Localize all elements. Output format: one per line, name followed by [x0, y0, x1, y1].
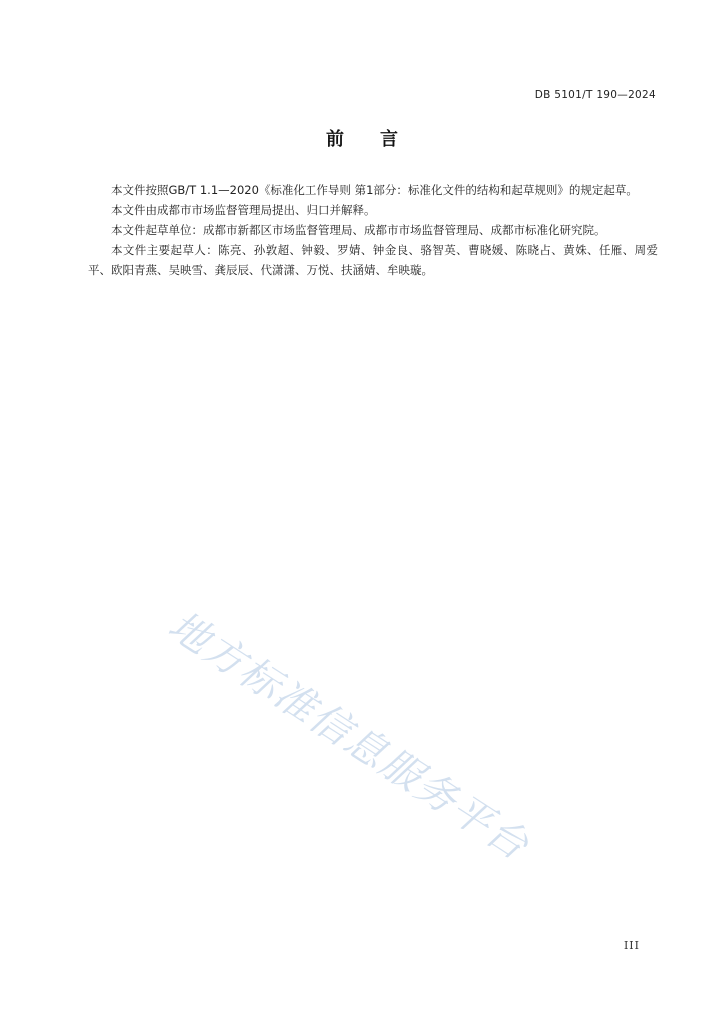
- paragraph-drafting-units: 本文件起草单位：成都市新都区市场监督管理局、成都市市场监督管理局、成都市标准化研究院。: [111, 223, 606, 237]
- watermark: 地方标准信息服务平台: [160, 602, 538, 870]
- title-char-2: 言: [380, 129, 398, 150]
- page-title: [0, 125, 724, 151]
- paragraph-drafters: 本文件主要起草人：陈亮、孙敦超、钟毅、罗婧、钟金良、骆智英、曹晓媛、陈晓占、黄姝、任雁、周爱平、欧阳青燕、吴映雪、龚辰辰、代潇潇、万悦、扶涵婧、牟映璇。: [88, 243, 658, 277]
- paragraph-proposer: 本文件由成都市市场监督管理局提出、归口并解释。: [111, 203, 376, 217]
- document-code: DB 5101/T 190—2024: [534, 89, 656, 101]
- document-body: [88, 180, 658, 280]
- page-number: III: [623, 939, 640, 952]
- title-char-1: 前: [326, 129, 344, 150]
- paragraph-drafting-rules: 本文件按照GB/T 1.1—2020《标准化工作导则 第1部分：标准化文件的结构和起草规则》的规定起草。: [111, 183, 638, 197]
